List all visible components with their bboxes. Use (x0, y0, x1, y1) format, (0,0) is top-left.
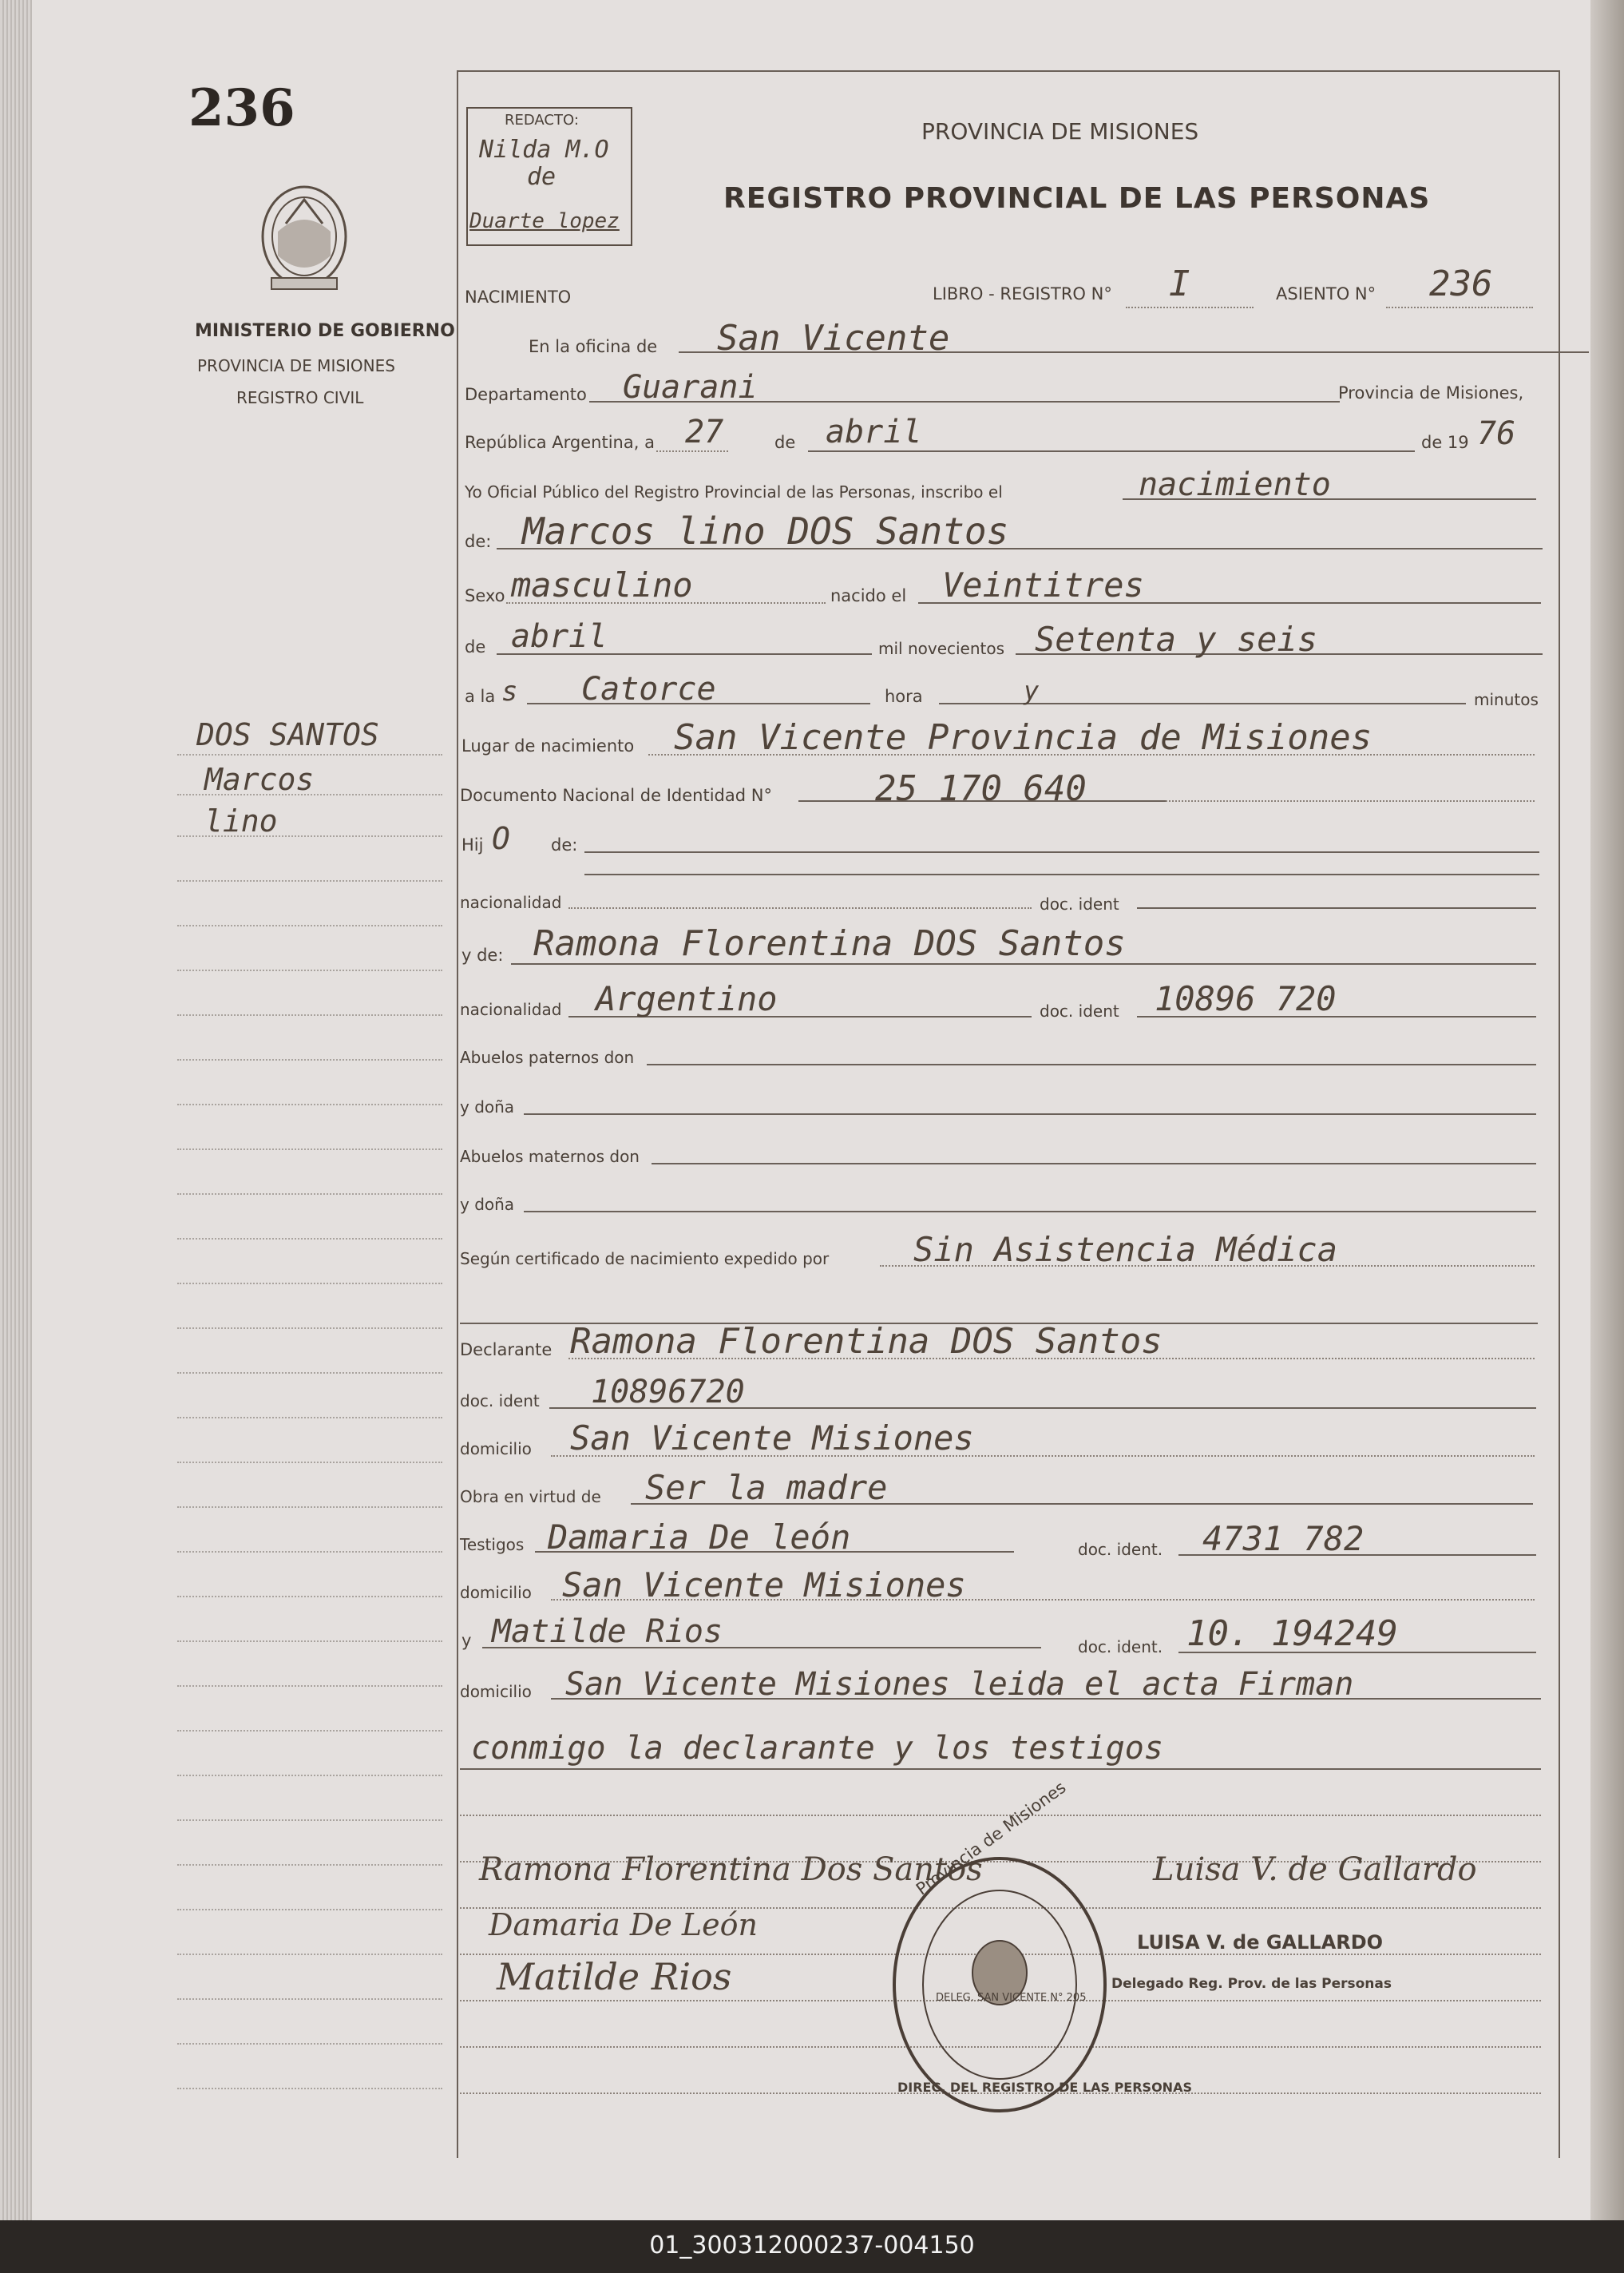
doc-ident-testigo1-label: doc. ident. (1078, 1540, 1163, 1559)
doc-testigo2-value: 10. 194249 (1186, 1613, 1398, 1654)
testigo1-value: Damaria De león (548, 1517, 851, 1557)
fill-line (584, 874, 1539, 875)
margin-rule (177, 1417, 442, 1418)
margin-rule (177, 1014, 442, 1016)
margin-note-surname: DOS SANTOS (196, 717, 379, 752)
stamp-outer-text: Provincia de Misiones (912, 1777, 1070, 1899)
de-nombre-label: de: (465, 532, 492, 551)
hijo-value: O (492, 821, 510, 856)
libro-value: I (1169, 264, 1190, 304)
stamp-bottom-text: DIREC. DEL REGISTRO DE LAS PERSONAS (897, 2080, 1192, 2095)
signature-testigo-2: Matilde Rios (497, 1955, 732, 1998)
margin-note-given-1: Marcos (204, 762, 315, 797)
asiento-value: 236 (1429, 264, 1493, 304)
margin-rule (177, 1685, 442, 1687)
hijo-label: Hij (461, 835, 484, 855)
nacionalidad-madre-label: nacionalidad (460, 1000, 562, 1019)
de-19-label: de 19 (1421, 433, 1469, 452)
page-stack-edges (0, 0, 32, 2220)
hora-value: y (1024, 676, 1040, 706)
abuelos-maternos-label: Abuelos maternos don (460, 1147, 640, 1166)
mes-value: abril (826, 414, 922, 450)
doc-testigo1-value: 4731 782 (1202, 1519, 1365, 1558)
page-number: 236 (188, 78, 295, 138)
coat-of-arms-emblem (254, 176, 355, 296)
fill-line (656, 450, 728, 452)
redacto-label: REDACTO: (505, 112, 579, 129)
nombre-value: Marcos lino DOS Santos (522, 510, 1009, 553)
margin-rule (177, 1238, 442, 1240)
official-name: LUISA V. de GALLARDO (1137, 1931, 1384, 1954)
redacto-name-3: Duarte lopez (469, 209, 620, 233)
header-province: PROVINCIA DE MISIONES (921, 118, 1199, 145)
stamp-inner-text: DELEG. SAN VICENTE N° 205 (936, 1992, 1087, 2004)
domicilio-testigo2-label: domicilio (460, 1682, 532, 1701)
doc-madre-value: 10896 720 (1155, 979, 1337, 1018)
margin-rule (177, 1462, 442, 1463)
hora-label: hora (885, 687, 923, 706)
fill-line (1166, 800, 1535, 802)
abuelos-paternos-label: Abuelos paternos don (460, 1048, 635, 1067)
margin-rule (177, 1730, 442, 1732)
lugar-label: Lugar de nacimiento (461, 736, 635, 756)
segun-value: Sin Asistencia Médica (913, 1230, 1338, 1269)
oficina-label: En la oficina de (529, 337, 658, 356)
provincia-label: Provincia de Misiones, (1338, 383, 1524, 403)
minutos-label: minutos (1474, 690, 1539, 709)
hijo-de-label: de: (551, 835, 578, 855)
ministry-line-1: MINISTERIO DE GOBIERNO (195, 321, 455, 341)
fill-line (524, 1211, 1536, 1212)
margin-rule (177, 1327, 442, 1329)
segun-label: Según certificado de nacimiento expedido por (460, 1249, 830, 1268)
margin-rule (177, 1372, 442, 1374)
fill-line (460, 1768, 1541, 1770)
header-title: REGISTRO PROVINCIAL DE LAS PERSONAS (723, 182, 1431, 215)
documento-value: 25 170 640 (875, 768, 1087, 809)
de-mes-value: abril (511, 618, 608, 655)
margin-rule (177, 2043, 442, 2045)
fill-line (1386, 307, 1533, 308)
fill-line (652, 1163, 1536, 1164)
yo-oficial-label: Yo Oficial Público del Registro Provincial de las Personas, inscribo el (465, 482, 1003, 502)
alas-value: Catorce (581, 671, 716, 708)
margin-rule (177, 1104, 442, 1105)
alas-label: a la (465, 687, 496, 706)
declarante-value: Ramona Florentina DOS Santos (570, 1321, 1163, 1362)
margin-note-given-2: lino (204, 803, 278, 839)
nacionalidad-padre-label: nacionalidad (460, 893, 562, 912)
domicilio-testigo1-label: domicilio (460, 1583, 532, 1602)
domicilio-testigo2-value: San Vicente Misiones leida el acta Firman (565, 1666, 1354, 1703)
anio-value: 76 (1477, 415, 1516, 452)
doc-declarante-value: 10896720 (591, 1374, 745, 1410)
margin-rule (177, 835, 442, 837)
margin-rule (177, 1864, 442, 1866)
nacionalidad-madre-value: Argentino (596, 979, 778, 1018)
redacto-name-1: Nilda M.O (479, 136, 609, 164)
margin-rule (177, 880, 442, 882)
republica-label: República Argentina, a (465, 433, 655, 452)
fill-line (524, 1113, 1536, 1115)
margin-rule (177, 1059, 442, 1061)
image-caption-bar (0, 2220, 1624, 2273)
margin-rule (177, 970, 442, 971)
margin-rule (177, 794, 442, 795)
y-testigo2-label: y (461, 1631, 472, 1650)
documento-label: Documento Nacional de Identidad N° (460, 786, 772, 805)
ruled-line (460, 1815, 1541, 1816)
fill-line (1126, 307, 1254, 308)
madre-value: Ramona Florentina DOS Santos (533, 923, 1126, 964)
act-type: NACIMIENTO (465, 288, 572, 307)
fill-line (808, 450, 1415, 452)
mil-value: Setenta y seis (1035, 620, 1318, 659)
departamento-label: Departamento (465, 385, 587, 404)
fill-line (568, 907, 1032, 909)
image-caption: 01_300312000237-004150 (649, 2231, 975, 2259)
margin-rule (177, 754, 442, 756)
sexo-label: Sexo (465, 586, 505, 605)
margin-rule (177, 2088, 442, 2089)
alas-suffix: s (501, 676, 518, 708)
signature-testigo-1: Damaria De León (489, 1907, 758, 1942)
de-mes-label: de (465, 637, 486, 657)
y-dona-paternos-label: y doña (460, 1097, 515, 1117)
conmigo-value: conmigo la declarante y los testigos (471, 1730, 1163, 1767)
margin-rule (177, 1640, 442, 1642)
fill-line (584, 851, 1539, 853)
mil-label: mil novecientos (878, 639, 1005, 658)
margin-rule (177, 1775, 442, 1776)
fill-line (939, 703, 1466, 704)
testigo2-value: Matilde Rios (492, 1613, 723, 1650)
domicilio-testigo1-value: San Vicente Misiones (562, 1565, 966, 1605)
signature-declarante: Ramona Florentina Dos Santos (479, 1851, 983, 1888)
fill-line (1137, 907, 1536, 909)
doc-ident-madre-label: doc. ident (1040, 1002, 1119, 1021)
margin-rule (177, 1193, 442, 1195)
oficina-value: San Vicente (717, 318, 950, 359)
de-label: de (774, 433, 796, 452)
margin-rule (177, 1954, 442, 1955)
margin-rule (177, 1596, 442, 1597)
doc-ident-padre-label: doc. ident (1040, 895, 1119, 914)
ministry-line-2: PROVINCIA DE MISIONES (197, 356, 395, 375)
margin-rule (177, 1551, 442, 1553)
domicilio-declarante-value: San Vicente Misiones (570, 1418, 974, 1458)
lugar-value: San Vicente Provincia de Misiones (674, 717, 1372, 758)
official-title: Delegado Reg. Prov. de las Personas (1111, 1976, 1392, 1992)
margin-rule (177, 925, 442, 926)
asiento-label: ASIENTO N° (1276, 284, 1376, 303)
obra-label: Obra en virtud de (460, 1487, 601, 1506)
dia-value: 27 (685, 414, 724, 450)
doc-ident-testigo2-label: doc. ident. (1078, 1637, 1163, 1656)
nacido-label: nacido el (830, 586, 907, 605)
fill-line (647, 1064, 1536, 1065)
margin-rule (177, 1909, 442, 1910)
sexo-value: masculino (511, 565, 693, 605)
libro-label: LIBRO - REGISTRO N° (933, 284, 1112, 303)
y-de-label: y de: (461, 946, 504, 965)
margin-rule (177, 1998, 442, 2000)
book-binding-edge (1590, 0, 1624, 2220)
ministry-line-3: REGISTRO CIVIL (236, 388, 364, 407)
official-signature: Luisa V. de Gallardo (1153, 1851, 1477, 1888)
declarante-label: Declarante (460, 1340, 553, 1359)
y-dona-maternos-label: y doña (460, 1195, 515, 1214)
doc-ident-declarante-label: doc. ident (460, 1391, 540, 1410)
margin-rule (177, 1819, 442, 1821)
testigos-label: Testigos (460, 1535, 525, 1554)
redacto-name-2: de (527, 163, 557, 191)
nacido-value: Veintitres (942, 565, 1144, 605)
departamento-value: Guarani (623, 369, 758, 406)
inscribe-value: nacimiento (1139, 466, 1331, 503)
domicilio-declarante-label: domicilio (460, 1439, 532, 1458)
obra-value: Ser la madre (645, 1468, 888, 1507)
margin-rule (177, 1148, 442, 1150)
margin-rule (177, 1283, 442, 1284)
margin-rule (177, 1506, 442, 1508)
